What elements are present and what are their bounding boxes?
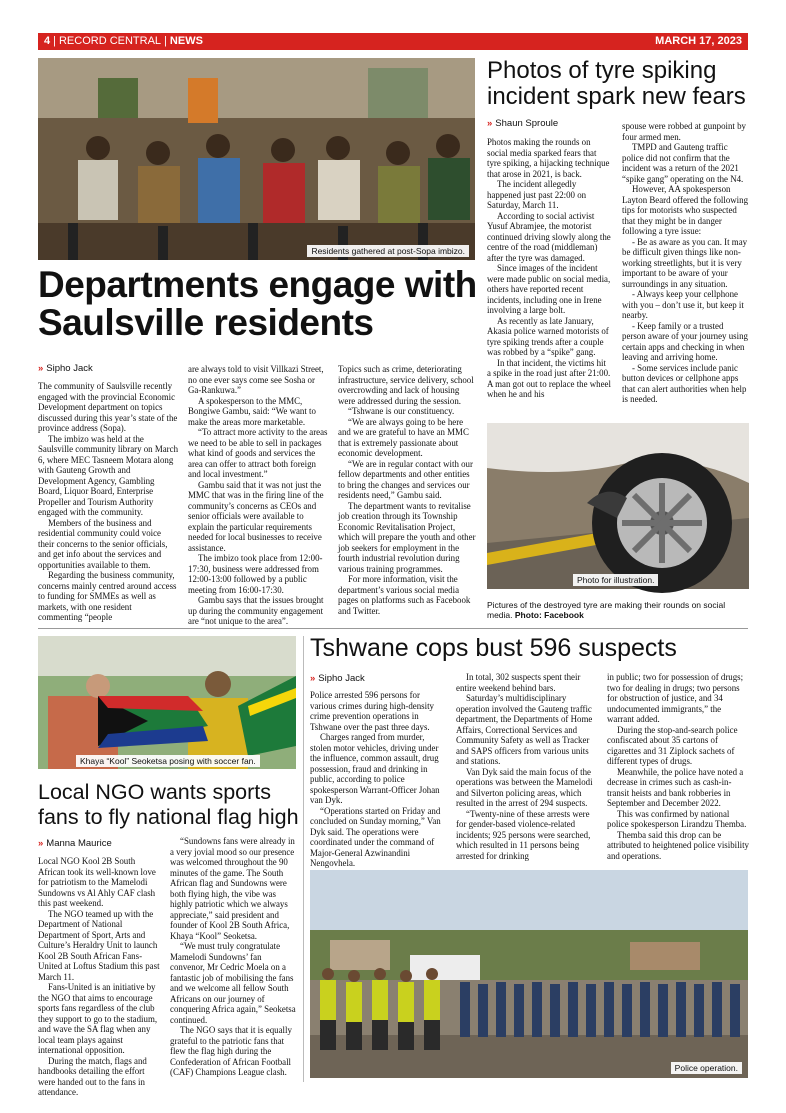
imbizo-photo-caption: Residents gathered at post-Sopa imbizo. bbox=[307, 245, 469, 257]
story2-headline: Photos of tyre spiking incident spark new fears bbox=[487, 57, 746, 110]
story1-byline bbox=[38, 363, 93, 374]
story3-author: Manna Maurice bbox=[46, 838, 112, 849]
paragraph: Local NGO Kool 2B South African took its well-known love for patriotism to the Mamelodi Sundowns vs Al Ahly CAF clash this past weekend. bbox=[38, 856, 156, 908]
story4-column-3 bbox=[607, 672, 749, 860]
story3-byline bbox=[38, 838, 112, 849]
paragraph: Since images of the incident were made public on social media, others have reported recent incidents, including one in Irene involving a large bolt. bbox=[487, 263, 611, 315]
soccer-fan-photo-image bbox=[38, 636, 296, 769]
paragraph: During the match, flags and handbooks detailing the effort were handed out to the fans in attendance. bbox=[38, 1055, 147, 1097]
photo-credit: Photo: Facebook bbox=[514, 610, 584, 620]
caption-text: Pictures of the destroyed tyre are making their rounds on social media. bbox=[487, 600, 726, 620]
story1-column-3 bbox=[338, 364, 478, 621]
paragraph: Van Dyk said the main focus of the operations was between the Mamelodi and Silverton policing areas, which resulted in the arrest of 294 suspects. bbox=[456, 766, 593, 808]
story2-column-2 bbox=[622, 121, 749, 421]
paragraph: are always told to visit Villkazi Street, no one ever says come see Sosha or Ga-Rankuwa.” bbox=[188, 364, 324, 395]
paragraph: The NGO says that it is equally grateful to the patriotic fans that flew the flag high during the Confederation of African Football (CAF) Champions League clash. bbox=[170, 1025, 292, 1077]
paragraph: The NGO teamed up with the Department of National Department of Sport, Arts and Culture’s Heraldry Unit to launch Kool 2B South African Fans-United at Loftus Stadium this past March 11. bbox=[38, 908, 160, 982]
paragraph: In total, 302 suspects spent their entire weekend behind bars. bbox=[456, 672, 581, 693]
paragraph: “Operations started on Friday and concluded on Sunday morning,” Van Dyk said. The operations were coordinated under the command of Major-General Azwinandini Nengovhela. bbox=[310, 805, 441, 868]
paragraph: “Tshwane is our constituency. bbox=[348, 406, 455, 416]
column-divider bbox=[303, 636, 304, 1082]
police-operation-photo bbox=[310, 870, 748, 1078]
paragraph: As recently as late January, Akasia police warned motorists of tyre spiking trends after a couple was robbed by a “spike” gang. bbox=[487, 315, 609, 357]
page-number: 4 bbox=[44, 35, 51, 47]
police-operation-photo-image bbox=[310, 870, 748, 1078]
story4-author: Sipho Jack bbox=[318, 673, 365, 684]
paragraph: Police arrested 596 persons for various crimes during high-density crime prevention operations in Tshwane over the past three days. bbox=[310, 690, 434, 732]
story4-headline: Tshwane cops bust 596 suspects bbox=[310, 634, 677, 662]
paragraph: TMPD and Gauteng traffic police did not confirm that the incident was a return of the 2021 “spike gang” operating on the N4. bbox=[622, 142, 744, 184]
byline-chevron-icon: » bbox=[38, 838, 44, 849]
paragraph: During the stop-and-search police confiscated about 35 cartons of cigarettes and 31 Ziplock sachets of different types of drugs. bbox=[607, 724, 738, 766]
paragraph: - Be as aware as you can. It may be difficult given things like non-working streetlights, but it is very important to be aware of your surroundings in any situation. bbox=[622, 236, 748, 289]
paragraph: Members of the business and residential community could voice their concerns to the senior officials, and get info about the services and opportunities available to them. bbox=[38, 517, 168, 570]
story3-headline: Local NGO wants sports fans to fly national flag high bbox=[38, 780, 299, 829]
paragraph: The department wants to revitalise job creation through its Township Economic Revitalisation Project, which will prepare the youth and other job seekers for employment in the fourth industrial revolution during various training programmes. bbox=[338, 500, 476, 574]
paragraph: Photos making the rounds on social media sparked fears that tyre spiking, a hijacking technique that arose in 2021, is back. bbox=[487, 137, 610, 179]
paragraph: Saturday’s multidisciplinary operation involved the Gauteng traffic department, the Departments of Home Affairs, Correctional Services and Community Safety as well as Tracker and SAPS officers from various units and stations. bbox=[456, 693, 593, 766]
imbizo-photo bbox=[38, 58, 475, 260]
story1-column-1 bbox=[38, 381, 178, 621]
story4-column-2 bbox=[456, 672, 596, 860]
paragraph: Charges ranged from murder, stolen motor vehicles, driving under the influence, common assault, drug possession, fraud and drinking in public, according to police spokesperson Warrant-Officer Johan van Dyk. bbox=[310, 732, 440, 805]
police-operation-photo-caption: Police operation. bbox=[671, 1062, 742, 1074]
section-name: NEWS bbox=[169, 35, 203, 47]
paragraph: spouse were robbed at gunpoint by four armed men. bbox=[622, 121, 746, 142]
page-header-bar: 4 | RECORD CENTRAL | NEWS MARCH 17, 2023 bbox=[38, 33, 748, 50]
paragraph: “We must truly congratulate Mamelodi Sundowns’ fan convenor, Mr Cedric Moela on a fantastic job of mobilising the fans and we welcome all fellow South Africans on our journey of conquering Africa again,” Seoketsa continued. bbox=[170, 941, 296, 1025]
tyre-photo-image bbox=[487, 423, 749, 589]
byline-chevron-icon: » bbox=[38, 363, 44, 374]
paragraph: Themba said this drop can be attributed to heightened police visibility and operations. bbox=[607, 829, 749, 861]
paragraph: According to social activist Yusuf Abramjee, the motorist continued driving slowly along the centre of the road (middleman) after the tyre was damaged. bbox=[487, 210, 611, 263]
soccer-fan-photo bbox=[38, 636, 296, 769]
byline-chevron-icon: » bbox=[310, 673, 316, 684]
paragraph: The community of Saulsville recently engaged with the provincial Economic Development department on topics discussed during this year’s state of the province address (Sopa). bbox=[38, 381, 178, 433]
paragraph: “To attract more activity to the areas we need to be able to sell in packages what kind of goods and services the area can offer to attract both foreign and local investment.” bbox=[188, 427, 328, 479]
paragraph: “We are always going to be here and we are grateful to have an MMC that is extremely passionate about economic development. bbox=[338, 416, 469, 458]
story1-headline: Departments engage with Saulsville residents bbox=[38, 264, 477, 343]
issue-date: MARCH 17, 2023 bbox=[655, 35, 742, 47]
paragraph: “We are in regular contact with our fellow departments and other entities to bring the changes and services our residents need,” Gambu said. bbox=[338, 458, 473, 500]
publication-name: RECORD CENTRAL bbox=[58, 35, 162, 47]
story4-byline bbox=[310, 673, 365, 684]
tyre-photo-bottom-caption bbox=[487, 600, 749, 620]
paragraph: Regarding the business community, concerns mainly centred around access to funding for SMMEs as well as markets, with one resident commenting “people bbox=[38, 570, 177, 622]
paragraph: Meanwhile, the police have noted a decrease in crimes such as cash-in-transit heists and bank robberies in September and December 2022. bbox=[607, 766, 744, 808]
paragraph: “Sundowns fans were already in a very jovial mood so our presence was welcomed throughout the 90 minutes of the game. The South African flag and Sundowns were both flying high, the vibe was highly patriotic which we always appreciate,” said president and founder of Kool 2B South Africa, Khaya “Kool” Seoketsa. bbox=[170, 836, 295, 941]
paragraph: Gambu said that it was not just the MMC that was in the firing line of the community’s concerns as CEOs and senior officials were available to explain the particular requirements needed for local businesses to receive assistance. bbox=[188, 479, 324, 553]
paragraph: In that incident, the victims hit a spike in the road just after 21:00. A man got out to replace the wheel when he and his bbox=[487, 357, 611, 399]
paragraph: The incident allegedly happened just past 22:00 on Saturday, March 11. bbox=[487, 179, 587, 210]
story3-column-2 bbox=[170, 836, 298, 1084]
tyre-photo-caption: Photo for illustration. bbox=[573, 574, 658, 586]
paragraph: This was confirmed by national police spokesperson Lirandzu Themba. bbox=[607, 808, 747, 829]
story1-author: Sipho Jack bbox=[46, 363, 93, 374]
story2-byline bbox=[487, 118, 558, 129]
paragraph: Gambu says that the issues brought up during the community engagement are “not unique to the area”. bbox=[188, 595, 324, 626]
paragraph: - Always keep your cellphone with you – don’t use it, but keep it nearby. bbox=[622, 289, 744, 320]
section-divider bbox=[38, 628, 748, 629]
paragraph: For more information, visit the department’s various social media pages on platforms such as Facebook and Twitter. bbox=[338, 574, 471, 616]
story2-author: Shaun Sproule bbox=[495, 118, 559, 129]
paragraph: Fans-United is an initiative by the NGO that aims to encourage sports fans regardless of the club they support to go to the stadium, and wave the SA flag when any local team plays against international opposition. bbox=[38, 982, 158, 1055]
paragraph: - Keep family or a trusted person aware of your journey using certain apps and checking in when leaving and arriving home. bbox=[622, 320, 748, 362]
paragraph: Topics such as crime, deteriorating infrastructure, service delivery, school overcrowding and lack of housing were addressed during the session. bbox=[338, 364, 474, 406]
story4-column-1 bbox=[310, 690, 445, 868]
paragraph: However, AA spokesperson Layton Beard offered the following tips for motorists who suspected that they might be in danger following a tyre issue: bbox=[622, 184, 749, 236]
tyre-photo bbox=[487, 423, 749, 589]
story1-column-2 bbox=[188, 364, 330, 626]
paragraph: The imbizo took place from 12:00-17:30, business were addressed from 12:00-13:00 followed by a public meeting from 16:00-17:30. bbox=[188, 553, 323, 595]
paragraph: The imbizo was held at the Saulsville community library on March 6, where MEC Tasneem Motara along with Gauteng Growth and Development Agency, Gambling Board, Liquor Board, Enterprise Propeller and Tourism Authority engaged with the community. bbox=[38, 433, 179, 517]
paragraph: in public; two for possession of drugs; two for dealing in drugs; two persons for obstruction of justice, and 34 undocumented immigrants,” the warrant added. bbox=[607, 672, 744, 724]
paragraph: - Some services include panic button devices or cellphone apps that can alert authorities when help is needed. bbox=[622, 362, 747, 404]
story2-column-1 bbox=[487, 137, 611, 421]
soccer-fan-photo-caption: Khaya “Kool” Seoketsa posing with soccer fan. bbox=[76, 755, 260, 767]
imbizo-photo-image bbox=[38, 58, 475, 260]
paragraph: “Twenty-nine of these arrests were for gender-based violence-related incidents; 925 persons were searched, which resulted in 11 persons being arrested for drinking bbox=[456, 808, 591, 861]
story3-column-1 bbox=[38, 856, 160, 1097]
byline-chevron-icon: » bbox=[487, 118, 493, 129]
paragraph: A spokesperson to the MMC, Bongiwe Gambu, said: “We want to make the areas more marketable. bbox=[188, 395, 316, 427]
